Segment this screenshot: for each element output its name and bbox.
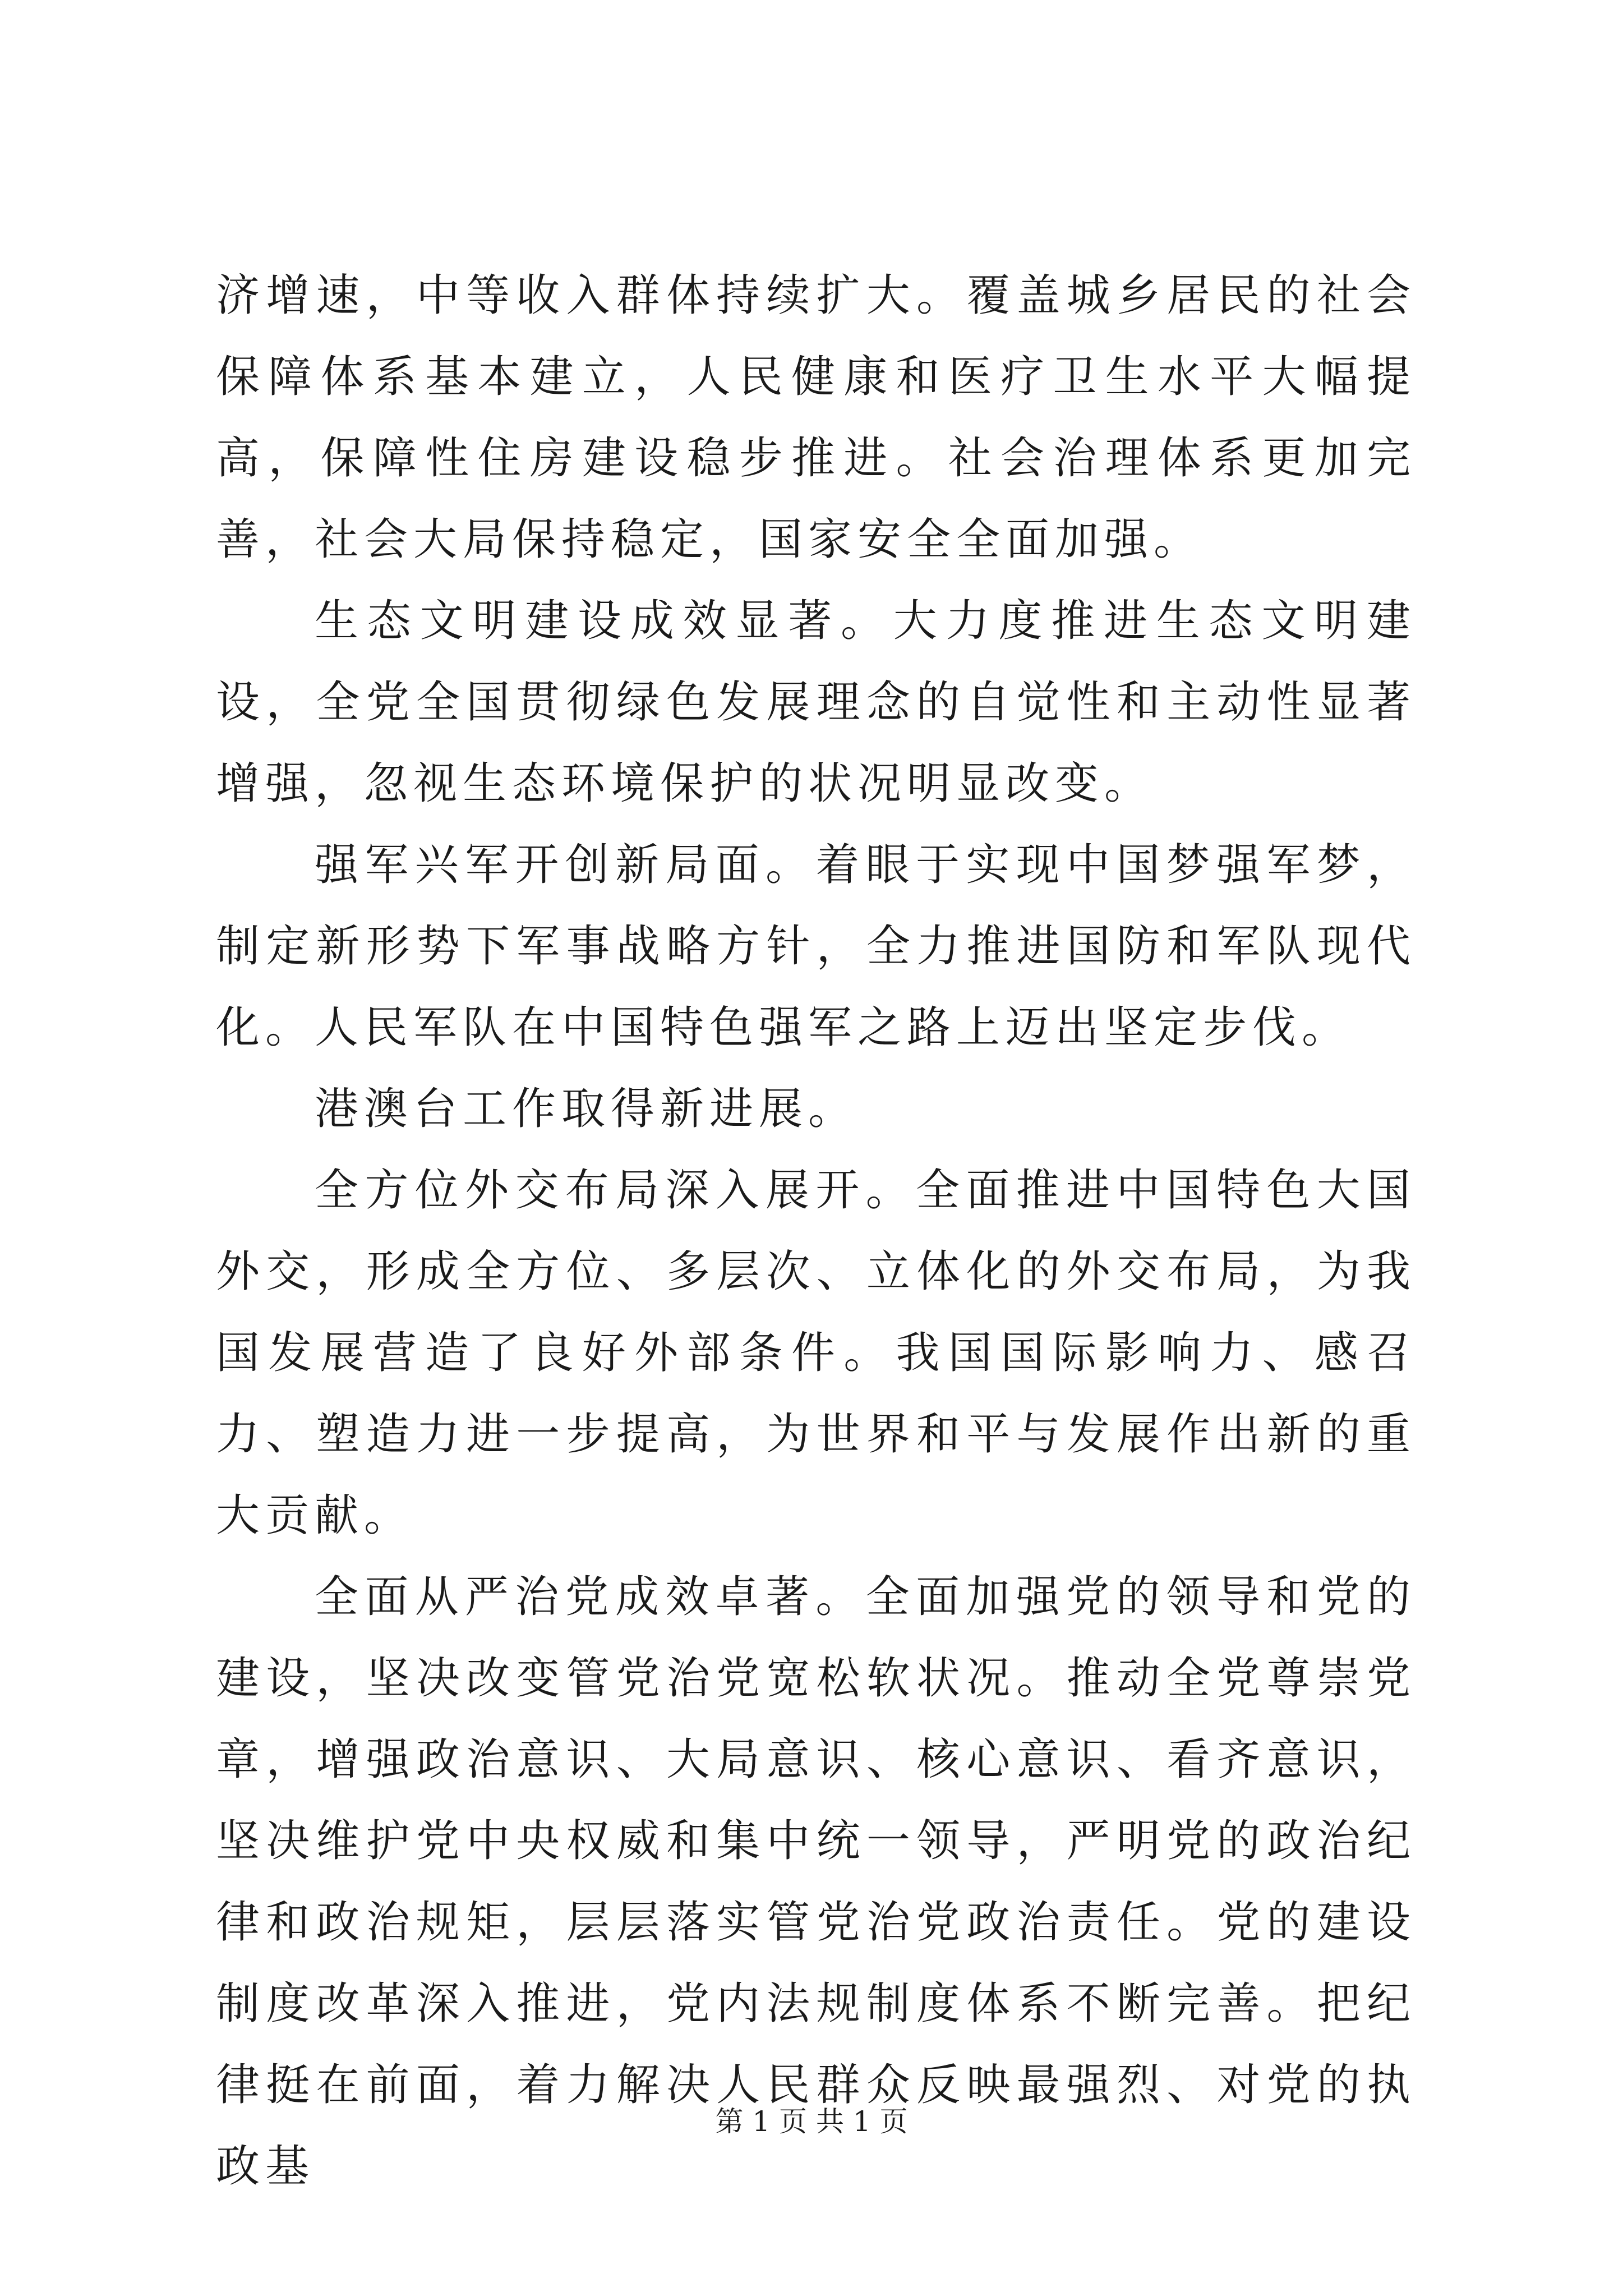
paragraph-diplomacy: 全方位外交布局深入展开。全面推进中国特色大国外交，形成全方位、多层次、立体化的外交布局，为我国发展营造了良好外部条件。我国国际影响力、感召力、塑造力进一步提高，为世界和平与发展作出新的重大贡献。: [216, 1165, 1416, 1541]
paragraph-hk-macao-taiwan: 港澳台工作取得新进展。: [315, 1084, 858, 1134]
page-number-footer: 第 1 页 共 1 页: [715, 2105, 908, 2138]
document-body: [216, 255, 1416, 2207]
paragraph-military: 强军兴军开创新局面。着眼于实现中国梦强军梦，制定新形势下军事战略方针，全力推进国防和军队现代化。人民军队在中国特色强军之路上迈出坚定步伐。: [216, 840, 1416, 1053]
paragraph-ecology: 生态文明建设成效显著。大力度推进生态文明建设，全党全国贯彻绿色发展理念的自觉性和主动性显著增强，忽视生态环境保护的状况明显改变。: [216, 596, 1416, 809]
paragraph-party-governance: 全面从严治党成效卓著。全面加强党的领导和党的建设，坚决改变管党治党宽松软状况。推动全党尊崇党章，增强政治意识、大局意识、核心意识、看齐意识，坚决维护党中央权威和集中统一领导，严明党的政治纪律和政治规矩，层层落实管党治党政治责任。党的建设制度改革深入推进，党内法规制度体系不断完善。把纪律挺在前面，着力解决人民群众反映最强烈、对党的执政基: [216, 1572, 1416, 2192]
paragraph-continuation: 济增速，中等收入群体持续扩大。覆盖城乡居民的社会保障体系基本建立，人民健康和医疗卫生水平大幅提高，保障性住房建设稳步推进。社会治理体系更加完善，社会大局保持稳定，国家安全全面加强。: [216, 270, 1416, 565]
